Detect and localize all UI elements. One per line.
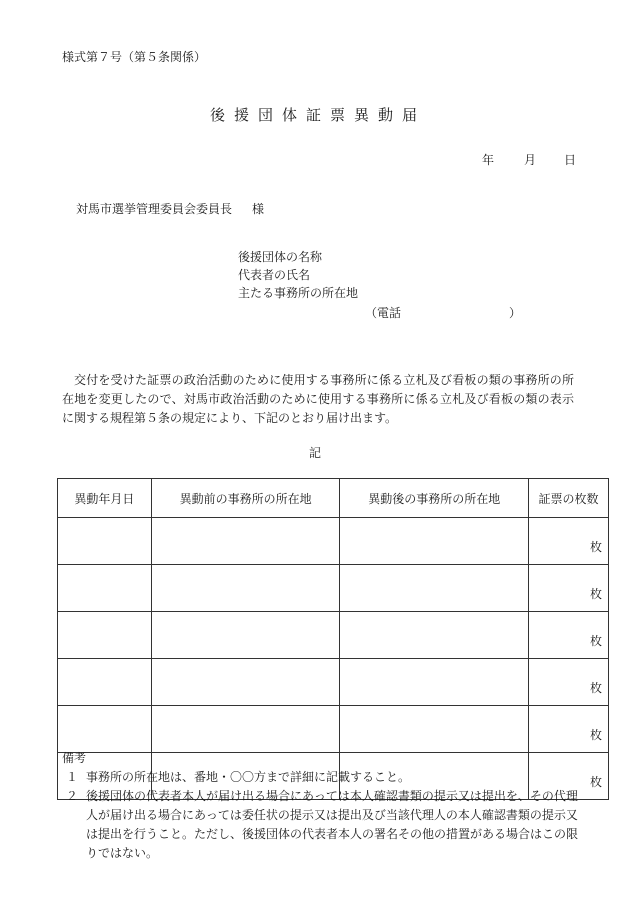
note-item [62,787,582,863]
group-name-label: 後援団体の名称 [238,250,323,264]
table-row [58,706,609,753]
cell-address-after[interactable] [340,706,529,753]
representative-label: 代表者の氏名 [238,268,311,282]
cell-change-date[interactable] [58,612,152,659]
cell-ticket-count[interactable]: 枚 [529,753,609,800]
note-text: 後援団体の代表者本人が届け出る場合にあっては本人確認書類の提示又は提出を、その代理人が届け出る場合にあっては委任状の提示又は提出及び当該代理人の本人確認書類の提示又は提出を行うこと。ただし、後援団体の代表者本人の署名その他の措置がある場合はこの限りではない。 [86,789,579,860]
cell-change-date[interactable] [58,518,152,565]
ki-label: 記 [308,446,321,460]
table-header-row [58,479,609,518]
cell-address-after[interactable] [340,565,529,612]
header-address-before: 異動前の事務所の所在地 [151,479,340,518]
cell-ticket-count[interactable]: 枚 [529,659,609,706]
table-row [58,659,609,706]
cell-ticket-count[interactable]: 枚 [529,518,609,565]
cell-address-before[interactable] [151,518,340,565]
form-number: 様式第７号（第５条関係） [62,50,207,64]
cell-change-date[interactable] [58,659,152,706]
header-ticket-count: 証票の枚数 [529,479,609,518]
date-line [482,151,576,168]
date-day-label: 日 [564,153,577,167]
note-text: 事務所の所在地は、番地・〇〇方まで詳細に記載すること。 [86,770,411,784]
addressee [76,200,264,217]
cell-address-before[interactable] [151,612,340,659]
notes-list [62,768,582,863]
applicant-block [238,248,358,302]
table-row [58,612,609,659]
header-change-date: 異動年月日 [58,479,152,518]
table-row [58,518,609,565]
date-year-label: 年 [482,153,495,167]
phone-open-label: （電話 [365,306,402,320]
notes-heading: 備考 [62,751,87,765]
cell-ticket-count[interactable]: 枚 [529,612,609,659]
addressee-honorific: 様 [252,202,265,216]
cell-address-before[interactable] [151,659,340,706]
addressee-name: 対馬市選挙管理委員会委員長 [76,202,233,216]
header-address-after: 異動後の事務所の所在地 [340,479,529,518]
note-number: ２ [66,789,79,803]
cell-change-date[interactable] [58,706,152,753]
note-number: １ [66,770,79,784]
change-table [57,478,609,800]
cell-address-before[interactable] [151,706,340,753]
date-month-label: 月 [524,153,537,167]
phone-close-label: ） [509,306,522,320]
cell-change-date[interactable] [58,565,152,612]
cell-ticket-count[interactable]: 枚 [529,706,609,753]
cell-ticket-count[interactable]: 枚 [529,565,609,612]
table-row [58,565,609,612]
cell-address-after[interactable] [340,518,529,565]
cell-address-after[interactable] [340,659,529,706]
office-address-label: 主たる事務所の所在地 [238,286,359,300]
note-item [62,768,582,787]
form-title: 後援団体証票異動届 [209,106,426,124]
phone-line [365,304,521,321]
cell-address-after[interactable] [340,612,529,659]
body-text: 交付を受けた証票の政治活動のために使用する事務所に係る立札及び看板の類の事務所の所在地を変更したので、対馬市政治活動のために使用する事務所に係る立札及び看板の類の表示に関する規程第５条の規定により、下記のとおり届け出ます。 [62,373,574,425]
cell-address-before[interactable] [151,565,340,612]
